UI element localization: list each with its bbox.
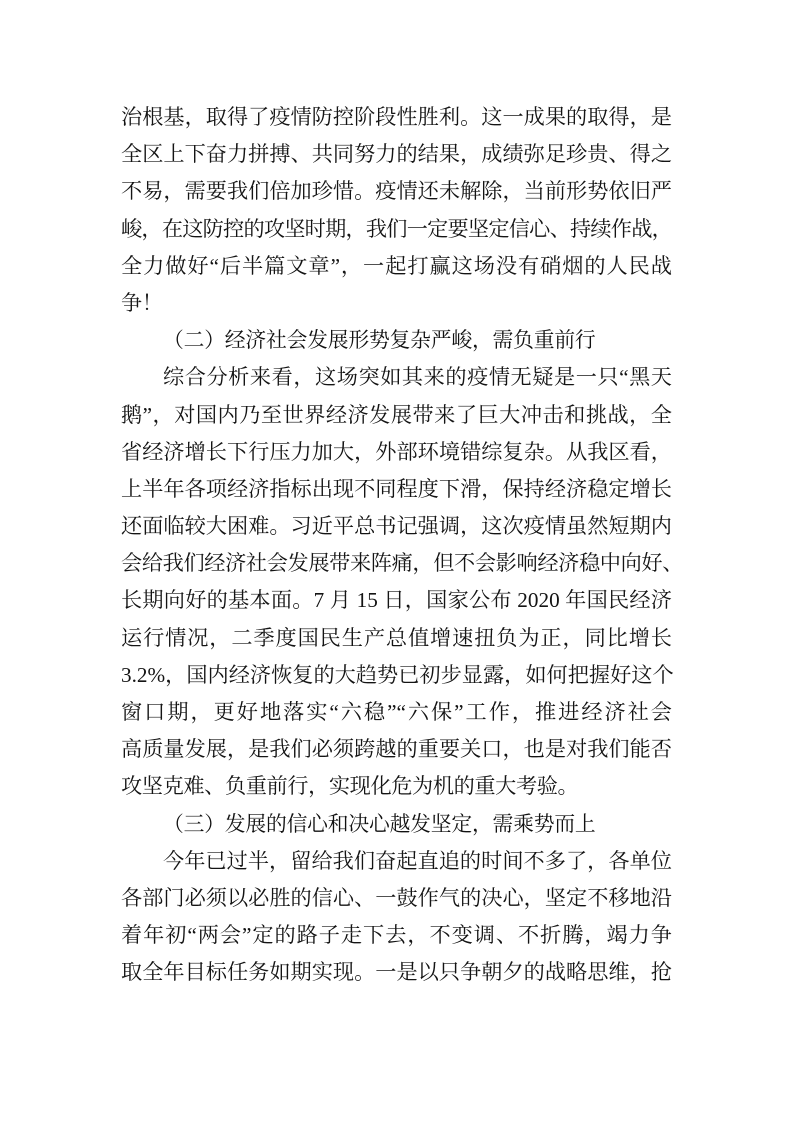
paragraph-line: 取全年目标任务如期实现。一是以只争朝夕的战略思维，抢 [121, 960, 672, 985]
paragraph-line: 攻坚克难、负重前行，实现化危为机的重大考验。 [121, 774, 579, 799]
section-heading-3: （三）发展的信心和决心越发坚定，需乘势而上 [163, 811, 596, 836]
paragraph-line: 今年已过半，留给我们奋起直追的时间不多了，各单位 [163, 848, 672, 873]
paragraph-line: 各部门必须以必胜的信心、一鼓作气的决心，坚定不移地沿 [121, 885, 672, 910]
paragraph-line: 会给我们经济社会发展带来阵痛，但不会影响经济稳中向好、 [121, 551, 683, 576]
paragraph-line: 还面临较大困难。习近平总书记强调，这次疫情虽然短期内 [121, 514, 672, 539]
paragraph-3 [121, 843, 672, 992]
paragraph-line: 争！ [121, 290, 163, 315]
section-heading-2: （二）经济社会发展形势复杂严峻，需负重前行 [163, 328, 596, 353]
paragraph-line: 上半年各项经济指标出现不同程度下滑，保持经济稳定增长 [121, 476, 672, 501]
document-body [121, 99, 683, 992]
paragraph-line: 不易，需要我们倍加珍惜。疫情还未解除，当前形势依旧严 [121, 179, 672, 204]
paragraph-line: 长期向好的基本面。7 月 15 日，国家公布 2020 年国民经济 [121, 588, 672, 613]
paragraph-line: 省经济增长下行压力加大，外部环境错综复杂。从我区看， [121, 439, 672, 464]
paragraph-line: 综合分析来看，这场突如其来的疫情无疑是一只“黑天 [163, 365, 672, 390]
paragraph-2 [121, 359, 683, 805]
paragraph-line: 治根基，取得了疫情防控阶段性胜利。这一成果的取得，是 [121, 105, 672, 129]
paragraph-line: 鹅”，对国内乃至世界经济发展带来了巨大冲击和挑战，全 [121, 402, 672, 427]
paragraph-line: 着年初“两会”定的路子走下去，不变调、不折腾，竭力争 [121, 923, 672, 948]
paragraph-line: 全区上下奋力拼搏、共同努力的结果，成绩弥足珍贵、得之 [121, 142, 672, 167]
paragraph-1 [121, 99, 672, 322]
paragraph-line: 3.2%，国内经济恢复的大趋势已初步显露，如何把握好这个 [121, 662, 674, 687]
paragraph-line: 窗口期，更好地落实“六稳”“六保”工作，推进经济社会 [121, 700, 672, 724]
paragraph-line: 峻，在这防控的攻坚时期，我们一定要坚定信心、持续作战， [121, 216, 672, 241]
paragraph-line: 运行情况，二季度国民生产总值增速扭负为正，同比增长 [121, 625, 672, 650]
paragraph-line: 全力做好“后半篇文章”，一起打赢这场没有硝烟的人民战 [121, 253, 672, 278]
paragraph-line: 高质量发展，是我们必须跨越的重要关口，也是对我们能否 [121, 737, 672, 762]
